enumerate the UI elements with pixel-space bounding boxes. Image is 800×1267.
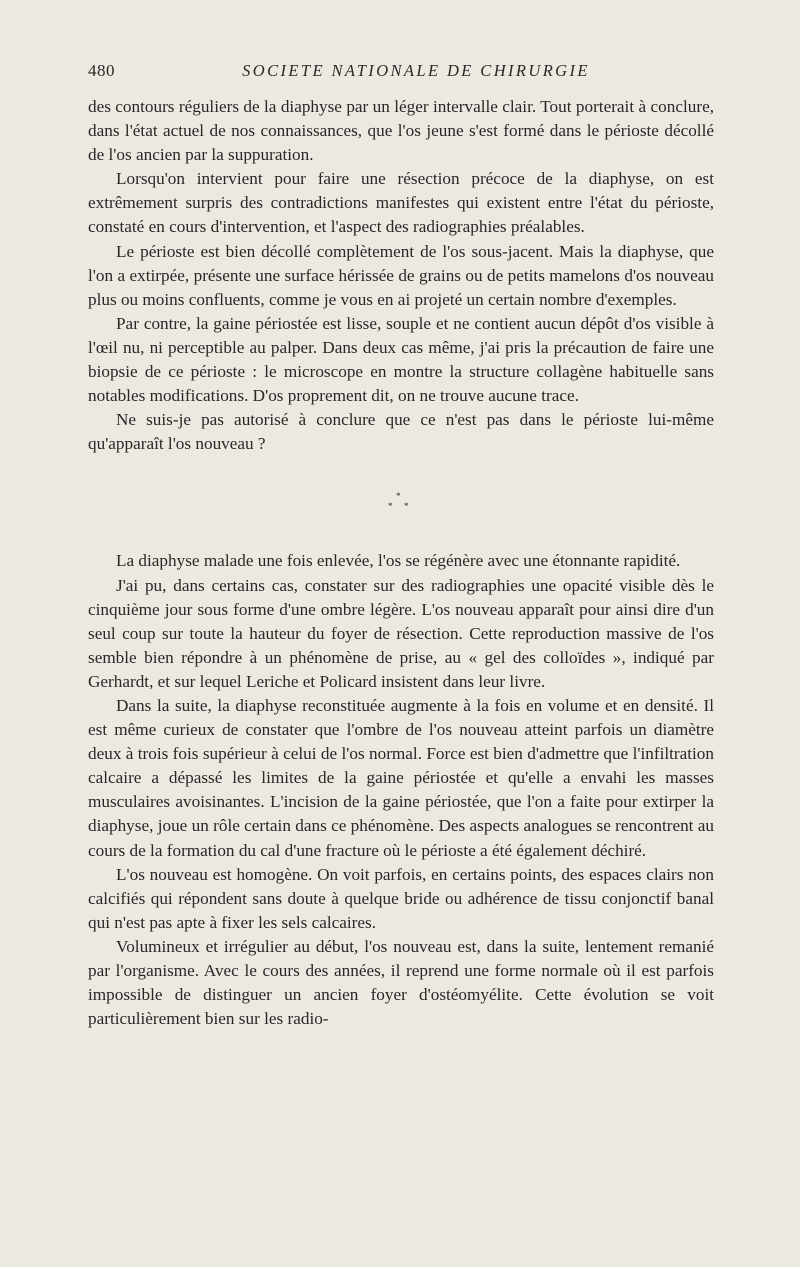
paragraph: Ne suis-je pas autorisé à conclure que ce n'est pas dans le périoste lui-même qu'apparaît l'os nouveau ? bbox=[88, 410, 714, 454]
paragraph: La diaphyse malade une fois enlevée, l'os se régénère avec une étonnante rapidité. bbox=[116, 551, 681, 571]
asterisk-icon: * bbox=[404, 501, 409, 512]
section-separator bbox=[88, 456, 714, 541]
paragraph: Volumineux et irrégulier au début, l'os nouveau est, dans la suite, lentement remanié par l'organisme. Avec le cours des années, il reprend une forme normale où il est parfois impossible de distinguer un ancien foyer d'ostéomyélite. Cette évolution se voit particulièrement bien sur les radio- bbox=[88, 936, 714, 1029]
paragraph: des contours réguliers de la diaphyse par un léger intervalle clair. Tout porterait à conclure, dans l'état actuel de nos connaissances, que l'os jeune s'est formé dans le périoste décollé de l'os ancien par la suppuration. bbox=[88, 97, 714, 165]
section-one bbox=[88, 95, 714, 456]
paragraph: Par contre, la gaine périostée est lisse, souple et ne contient aucun dépôt d'os visible à l'œil nu, ni perceptible au palper. Dans deux cas même, j'ai pris la précaution de faire une biopsie de ce périoste : le microscope en montre la structure collagène habituelle sans notables modifications. D'os proprement dit, on ne trouve aucune trace. bbox=[88, 313, 714, 406]
page-number: 480 bbox=[88, 61, 115, 80]
paragraph: Dans la suite, la diaphyse reconstituée augmente à la fois en volume et en densité. Il est même curieux de constater que l'ombre de l'os nouveau atteint parfois un diamètre deux à trois fois supérieur à celui de l'os normal. Force est bien d'admettre que l'infiltration calcaire a dépassé les limites de la gaine périostée et qu'elle a envahi les masses musculaires avoisinantes. L'incision de la gaine périostée, que l'on a faite pour extirper la diaphyse, joue un rôle certain dans ce phénomène. Des aspects analogues se rencontrent au cours de la formation du cal d'une fracture où le périoste a été également déchiré. bbox=[88, 695, 714, 860]
running-head bbox=[88, 55, 714, 95]
asterisk-icon: * bbox=[388, 501, 393, 512]
article-body bbox=[88, 95, 714, 1031]
paragraph: L'os nouveau est homogène. On voit parfois, en certains points, des espaces clairs non calcifiés qui répondent sans doute à quelque bride ou adhérence de tissu conjonctif banal qui n'est pas apte à fixer les sels calcaires. bbox=[88, 864, 714, 932]
paragraph: Lorsqu'on intervient pour faire une résection précoce de la diaphyse, on est extrêmement surpris des contradictions manifestes qui existent entre l'état du périoste, constaté en cours d'intervention, et l'aspect des radiographies préalables. bbox=[88, 169, 714, 237]
paragraph: Le périoste est bien décollé complètement de l'os sous-jacent. Mais la diaphyse, que l'on a extirpée, présente une surface hérissée de grains ou de petits mamelons d'os nouveau plus ou moins confluents, comme je vous en ai projeté un certain nombre d'exemples. bbox=[88, 241, 714, 309]
section-two bbox=[88, 549, 714, 1031]
asterisk-icon: * bbox=[396, 491, 401, 502]
paragraph: J'ai pu, dans certains cas, constater sur des radiographies une opacité visible dès le cinquième jour sous forme d'une ombre légère. L'os nouveau apparaît pour ainsi dire d'un seul coup sur toute la hauteur du foyer de résection. Cette reproduction massive de l'os semble bien répondre à un phénomène de prise, au « gel des colloïdes », indiqué par Gerhardt, et sur lequel Leriche et Policard insistent dans leur livre. bbox=[88, 575, 714, 691]
journal-title: SOCIETE NATIONALE DE CHIRURGIE bbox=[242, 61, 590, 80]
